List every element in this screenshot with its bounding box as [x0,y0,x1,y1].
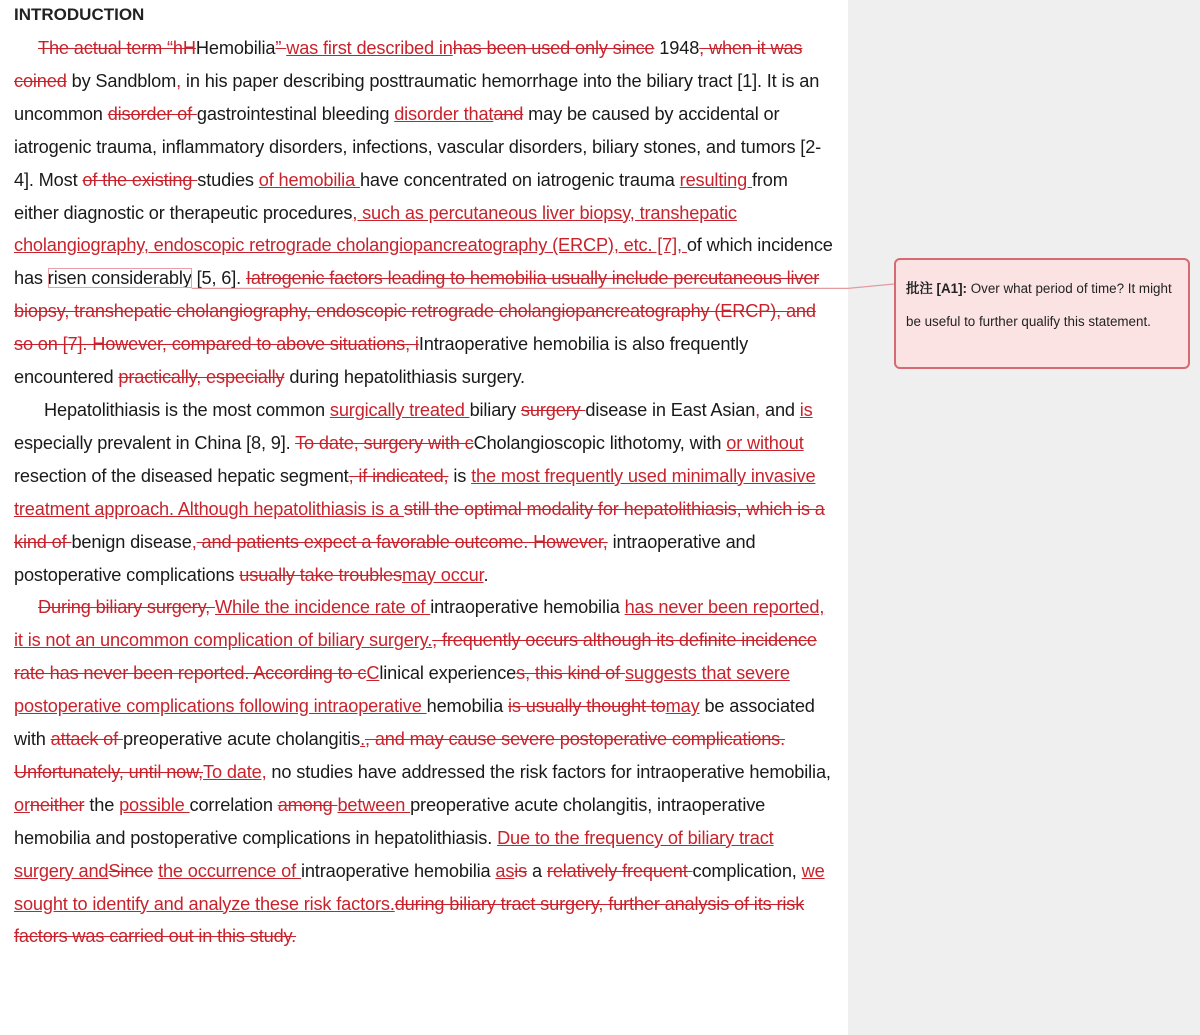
body-text-run: especially prevalent in China [8, 9]. [14,432,296,453]
body-text-run: studies [197,169,259,190]
inserted-text: is [799,399,813,420]
inserted-text: the occurrence of [158,860,301,881]
body-text-run: of which incidence has [14,235,833,289]
inserted-text: resulting [679,169,752,190]
deleted-text: , if indicated, [348,465,449,486]
inserted-text: was first described in [286,38,453,58]
body-text-run: Hemobilia [195,38,276,58]
body-text-run: biliary [469,399,521,420]
deleted-text: relatively frequent [546,860,693,881]
comment-text: Over what period of time? It might be useful to further qualify this statement. [906,281,1172,329]
deleted-text: surgery [520,399,586,420]
body-text-run: intraoperative hemobilia [430,597,625,618]
inserted-text: suggests that severe postoperative complications following intraoperative [14,663,790,717]
inserted-text: , [191,531,197,552]
body-text-run: intraoperative hemobilia [300,860,496,881]
deleted-text: is usually thought to [508,696,666,717]
body-text-run: in his paper describing posttraumatic hemorrhage into the biliary tract [1]. It is an uncommon [14,70,820,124]
body-text-run: linical experience [379,663,517,684]
markup-pane [848,0,1200,1035]
deleted-text: , when it was coined [14,38,803,91]
body-text-run: correlation [189,794,278,815]
body-text-run: from either diagnostic or therapeutic procedures [14,169,788,223]
deleted-text: Since [108,860,154,881]
deleted-text: during biliary tract surgery, further analysis of its risk factors was carried out in this study. [14,893,805,947]
body-text-run: during hepatolithiasis surgery. [284,367,525,388]
comment-balloon[interactable] [894,258,1190,369]
inserted-text: may [665,696,700,717]
body-text-run: intraoperative and postoperative complications [14,531,756,585]
deleted-text: To date, surgery with c [295,432,474,453]
body-text-run: gastrointestinal bleeding [196,103,395,124]
deleted-text: usually take troubles [239,564,402,585]
deleted-text: has been used only since [452,38,655,58]
deleted-text: and [493,103,524,124]
deleted-text: among [277,794,338,815]
body-text-run: no studies have addressed the risk factors for intraoperative hemobilia, [266,761,831,782]
body-text-run: Intraoperative hemobilia is also frequently encountered [14,334,749,388]
inserted-text: or [14,794,30,815]
section-heading: INTRODUCTION [14,5,145,24]
body-text-run: may be caused by accidental or iatrogenic trauma, inflammatory disorders, infections, vascular disorders, biliary stones, and tumors [2-4]. Most [14,103,822,190]
inserted-text: the most frequently used minimally invasive treatment approach. Although hepatolithiasis is a [14,465,816,519]
paragraph-1 [14,32,836,394]
body-text-run: benign disease [71,531,192,552]
inserted-text: has never been reported, it is not an uncommon complication of biliary surgery. [14,597,825,651]
inserted-text: between [337,794,411,815]
deleted-text: practically, especially [118,367,285,388]
body-text-run: [5, 6]. [191,268,246,289]
deleted-text: is [514,860,528,881]
deleted-text: , frequently occurs although its definite incidence rate has never been reported. According to c [14,630,817,684]
body-text-run: be associated with [14,696,815,750]
inserted-text: may occur [401,564,484,585]
body-text-run: resection of the diseased hepatic segment [14,465,349,486]
deleted-text: of the existing [82,169,198,190]
body-text-run: preoperative acute cholangitis [122,729,361,750]
inserted-text: To date, [203,761,267,782]
body-text-run: Hepatolithiasis is the most common [44,399,330,420]
body-text-run: complication, [692,860,802,881]
deleted-text: , and may cause severe postoperative complications. Unfortunately, until now, [14,729,786,782]
body-text-run: disease in East Asian [585,399,756,420]
body-text-run: by Sandblom [66,70,177,91]
deleted-text: disorder of [107,103,197,124]
comment-anchor-text[interactable]: risen considerably [47,268,192,289]
inserted-text: . [360,729,366,750]
deleted-text: and patients expect a favorable outcome. However, [196,531,608,552]
inserted-text: , such as percutaneous liver biopsy, transhepatic cholangiography, endoscopic retrograde cholangiopancreatography (ERCP), etc. [7], [14,202,737,256]
deleted-text: During biliary surgery, [38,597,215,618]
body-text-run: have concentrated on iatrogenic trauma [359,169,680,190]
inserted-text: , [176,70,182,91]
body-text-run: and [760,399,800,420]
deleted-text: The actual term “hH [38,38,196,58]
body-text-run: Cholangioscopic lithotomy, with [473,432,727,453]
body-text-run: 1948 [654,38,700,58]
deleted-text: still the optimal modality for hepatolithiasis, which is a kind of [14,498,825,552]
deleted-text: attack of [50,729,123,750]
inserted-text: Due to the frequency of biliary tract surgery and [14,827,774,881]
inserted-text: surgically treated [329,399,470,420]
inserted-text: possible [119,794,190,815]
inserted-text: C [366,663,380,684]
body-text-run: is [448,465,472,486]
inserted-text: or without [726,432,804,453]
inserted-text: of hemobilia [258,169,360,190]
inserted-text: we sought to identify and analyze these risk factors. [14,860,825,914]
comment-label: 批注 [A1]: [906,281,967,296]
inserted-text: While the incidence rate of [215,597,431,618]
body-text-run: hemobilia [426,696,509,717]
document-body[interactable] [14,32,836,953]
inserted-text: disorder that [394,103,494,124]
body-text-run: a [527,860,547,881]
deleted-text: neither [29,794,85,815]
body-text-run: the [84,794,120,815]
deleted-text: s, this kind of [516,663,625,684]
body-text-run: preoperative acute cholangitis, intraoperative hemobilia and postoperative complications in hepatolithiasis. [14,794,766,848]
inserted-text: as [495,860,515,881]
inserted-text: , [755,399,761,420]
deleted-text: ” [275,38,287,58]
paragraph-2 [14,394,836,591]
body-text-run: . [483,564,489,585]
paragraph-3 [14,591,836,953]
deleted-text: Iatrogenic factors leading to hemobilia usually include percutaneous liver biopsy, transhepatic cholangiography, endoscopic retrograde cholangiopancreatography (ERCP), and so on [7]. However, compared to above situations, i [14,268,820,355]
